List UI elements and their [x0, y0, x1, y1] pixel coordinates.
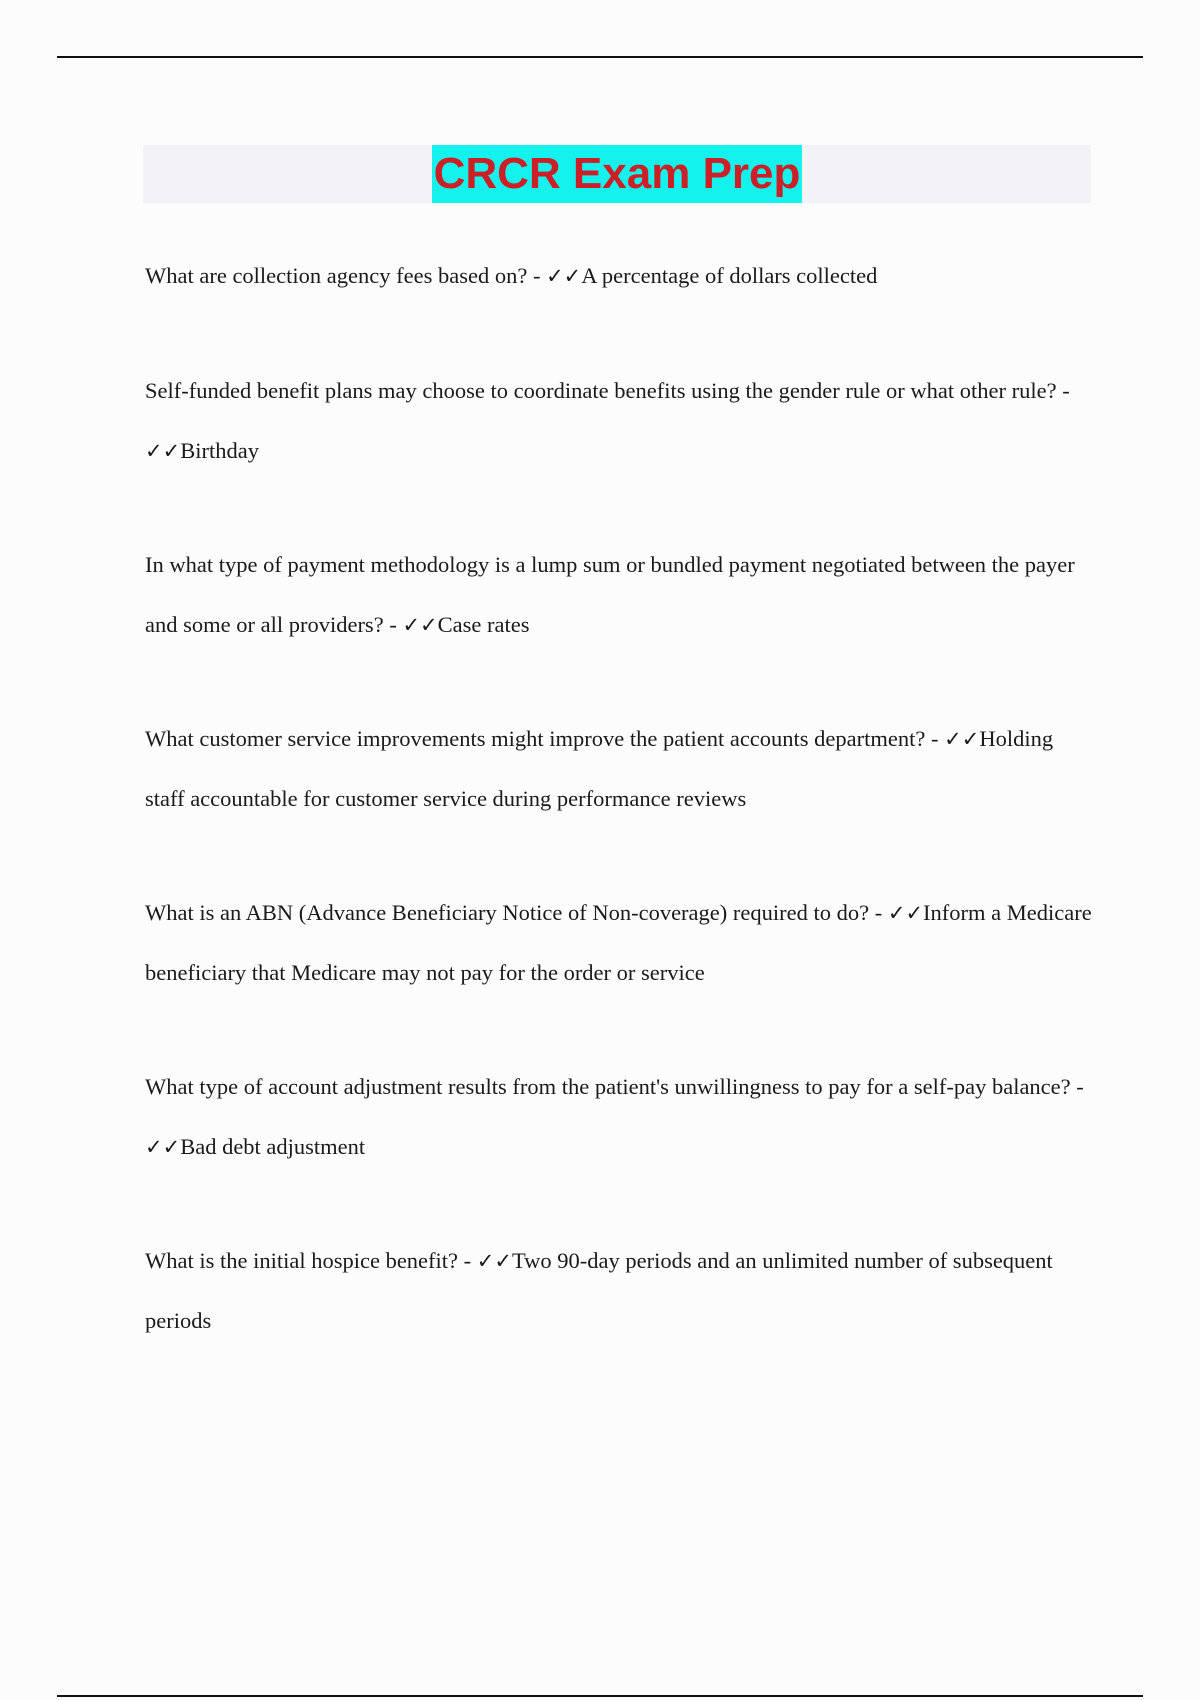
separator: - — [527, 263, 547, 288]
qa-list — [145, 246, 1095, 1351]
answer-text: Birthday — [180, 438, 259, 463]
question-text: What type of account adjustment results from the patient's unwillingness to pay for a self-pay balance? — [145, 1074, 1071, 1099]
title-band — [143, 145, 1091, 203]
answer-text: Two 90-day periods and an unlimited number of subsequent periods — [145, 1248, 1053, 1333]
separator: - — [869, 900, 888, 925]
answer-text: A percentage of dollars collected — [581, 263, 878, 288]
question-text: What is the initial hospice benefit? — [145, 1248, 459, 1273]
check-mark-icon: ✓✓ — [145, 439, 181, 463]
answer-text: Bad debt adjustment — [180, 1134, 366, 1159]
qa-item-3 — [145, 535, 1095, 655]
answer-text: Inform a Medicare beneficiary that Medicare may not pay for the order or service — [145, 900, 1092, 985]
separator: - — [1070, 1074, 1084, 1099]
check-mark-icon: ✓✓ — [944, 727, 980, 751]
page-title: CRCR Exam Prep — [432, 145, 803, 203]
qa-item-7 — [145, 1231, 1095, 1351]
check-mark-icon: ✓✓ — [402, 613, 438, 637]
qa-item-1 — [145, 246, 1095, 306]
answer-text: Case rates — [437, 612, 530, 637]
separator: - — [383, 612, 403, 637]
answer-text: Holding staff accountable for customer service during performance reviews — [145, 726, 1054, 811]
separator: - — [1056, 378, 1070, 403]
separator: - — [925, 726, 945, 751]
check-mark-icon: ✓✓ — [887, 901, 924, 925]
question-text: What customer service improvements might improve the patient accounts department? — [145, 726, 926, 751]
check-mark-icon: ✓✓ — [476, 1249, 512, 1273]
question-text: In what type of payment methodology is a lump sum or bundled payment negotiated between the payer and some or all providers? — [145, 552, 1075, 637]
check-mark-icon: ✓✓ — [145, 1135, 181, 1159]
qa-item-2 — [145, 361, 1095, 481]
check-mark-icon: ✓✓ — [546, 264, 582, 288]
bottom-rule — [57, 1695, 1143, 1697]
question-text: Self-funded benefit plans may choose to coordinate benefits using the gender rule or what other rule? — [145, 378, 1057, 403]
question-text: What are collection agency fees based on? — [145, 263, 528, 288]
top-rule — [57, 56, 1143, 58]
qa-item-4 — [145, 709, 1095, 829]
separator: - — [458, 1248, 477, 1273]
qa-item-5 — [145, 883, 1095, 1003]
qa-item-6 — [145, 1057, 1095, 1177]
question-text: What is an ABN (Advance Beneficiary Notice of Non-coverage) required to do? — [145, 900, 870, 925]
